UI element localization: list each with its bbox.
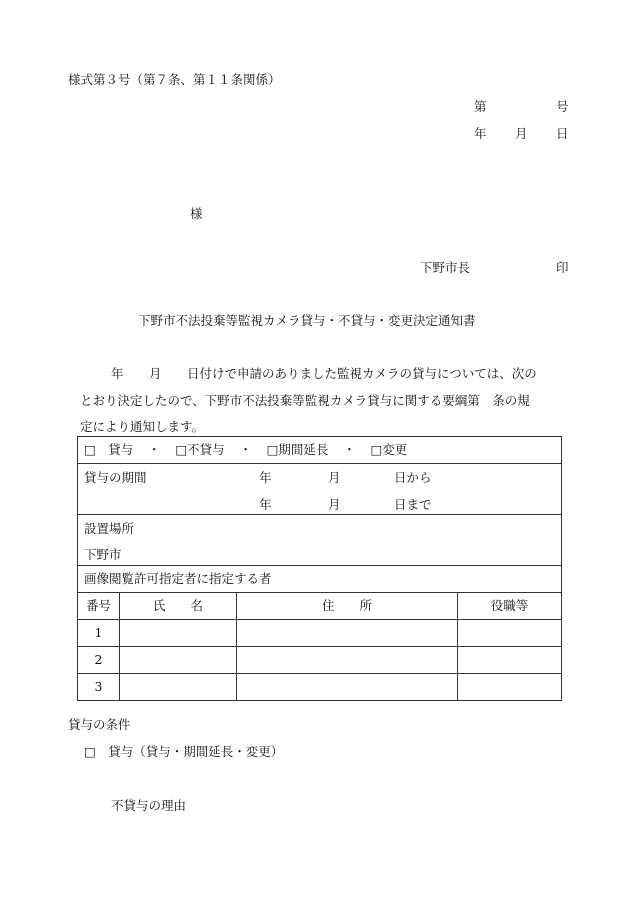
position-cell[interactable] [458,647,562,674]
position-cell[interactable] [458,674,562,701]
name-cell[interactable] [120,620,237,647]
option-extend[interactable]: □期間延長 [266,441,329,457]
address-cell[interactable] [237,620,458,647]
conditions-lend-option[interactable]: □ 貸与（貸与・期間延長・変更） [84,744,284,759]
period-to-year: 年 [259,497,272,512]
designee-header-row [78,593,562,620]
conditions-heading: 貸与の条件 [68,717,131,732]
row-number: 2 [78,647,120,674]
row-number: 3 [78,674,120,701]
position-cell[interactable] [458,620,562,647]
col-header-number: 番号 [78,593,120,620]
date-month: 月 [515,126,528,141]
body-line-3: 定により通知します。 [80,419,205,434]
option-change[interactable]: □変更 [370,441,408,457]
document-title: 下野市不法投棄等監視カメラ貸与・不貸与・変更決定通知書 [138,313,476,328]
period-label: 貸与の期間 [84,470,147,485]
period-from-year: 年 [259,470,272,485]
doc-number-prefix: 第 [474,99,487,114]
body-year: 年 [111,366,124,381]
location-label: 設置場所 [84,521,135,536]
row-number: 1 [78,620,120,647]
location-cell [78,515,562,566]
decision-options [78,437,562,464]
table-row [78,647,562,674]
body-line-2: とおり決定したので、下野市不法投棄等監視カメラ貸与に関する要綱第 条の規 [80,393,530,408]
decision-form-table [77,436,562,701]
table-row [78,620,562,647]
option-separator: ・ [239,441,252,457]
seal-mark: 印 [556,260,569,275]
period-from-month: 月 [328,470,341,485]
col-header-address: 住 所 [237,593,458,620]
refusal-reason-label: 不貸与の理由 [111,798,187,813]
period-row [78,464,562,515]
period-to-day: 日まで [394,497,432,512]
name-cell[interactable] [120,647,237,674]
designee-row [78,566,562,593]
period-to-month: 月 [328,497,341,512]
period-from-day: 日から [394,470,432,485]
table-row [78,674,562,701]
designee-label: 画像閲覧許可指定者に指定する者 [78,566,562,593]
name-cell[interactable] [120,674,237,701]
option-lend[interactable]: □ 貸与 [84,441,134,457]
period-cell [78,464,562,515]
address-cell[interactable] [237,647,458,674]
form-number: 様式第３号（第７条、第１１条関係） [68,72,281,87]
location-row [78,515,562,566]
option-separator: ・ [148,441,161,457]
location-city: 下野市 [84,547,122,562]
body-month: 月 [149,366,162,381]
option-refuse[interactable]: □不貸与 [175,441,225,457]
decision-row [78,437,562,464]
option-separator: ・ [343,441,356,457]
col-header-position: 役職等 [458,593,562,620]
issuer-name: 下野市長 [420,260,471,275]
doc-number-suffix: 号 [556,99,569,114]
col-header-name: 氏 名 [120,593,237,620]
addressee-suffix: 様 [190,206,203,221]
body-line-1: 日付けで申請のありました監視カメラの貸与については、次の [187,366,537,381]
address-cell[interactable] [237,674,458,701]
date-day: 日 [556,126,569,141]
date-year: 年 [474,126,487,141]
